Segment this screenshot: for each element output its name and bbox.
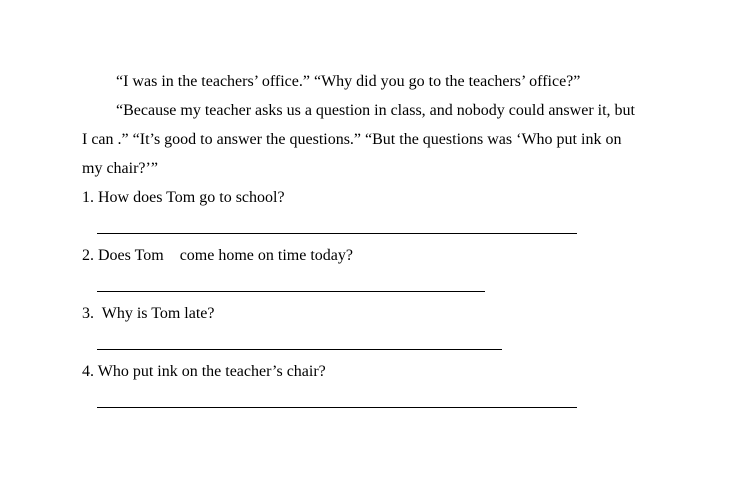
answer-line-4[interactable] bbox=[97, 407, 577, 408]
question-4: 4. Who put ink on the teacher’s chair? bbox=[82, 363, 326, 380]
answer-line-1[interactable] bbox=[97, 233, 577, 234]
question-2: 2. Does Tom come home on time today? bbox=[82, 247, 353, 264]
passage-line-4: my chair?’” bbox=[82, 160, 158, 177]
answer-line-3[interactable] bbox=[97, 349, 502, 350]
passage-line-1: “I was in the teachers’ office.” “Why did you go to the teachers’ office?” bbox=[116, 73, 581, 90]
passage-line-3: I can .” “It’s good to answer the questions.” “But the questions was ‘Who put ink on bbox=[82, 131, 622, 148]
answer-line-2[interactable] bbox=[97, 291, 485, 292]
question-1: 1. How does Tom go to school? bbox=[82, 189, 285, 206]
passage-line-2: “Because my teacher asks us a question in class, and nobody could answer it, but bbox=[116, 102, 635, 119]
question-3: 3. Why is Tom late? bbox=[82, 305, 215, 322]
